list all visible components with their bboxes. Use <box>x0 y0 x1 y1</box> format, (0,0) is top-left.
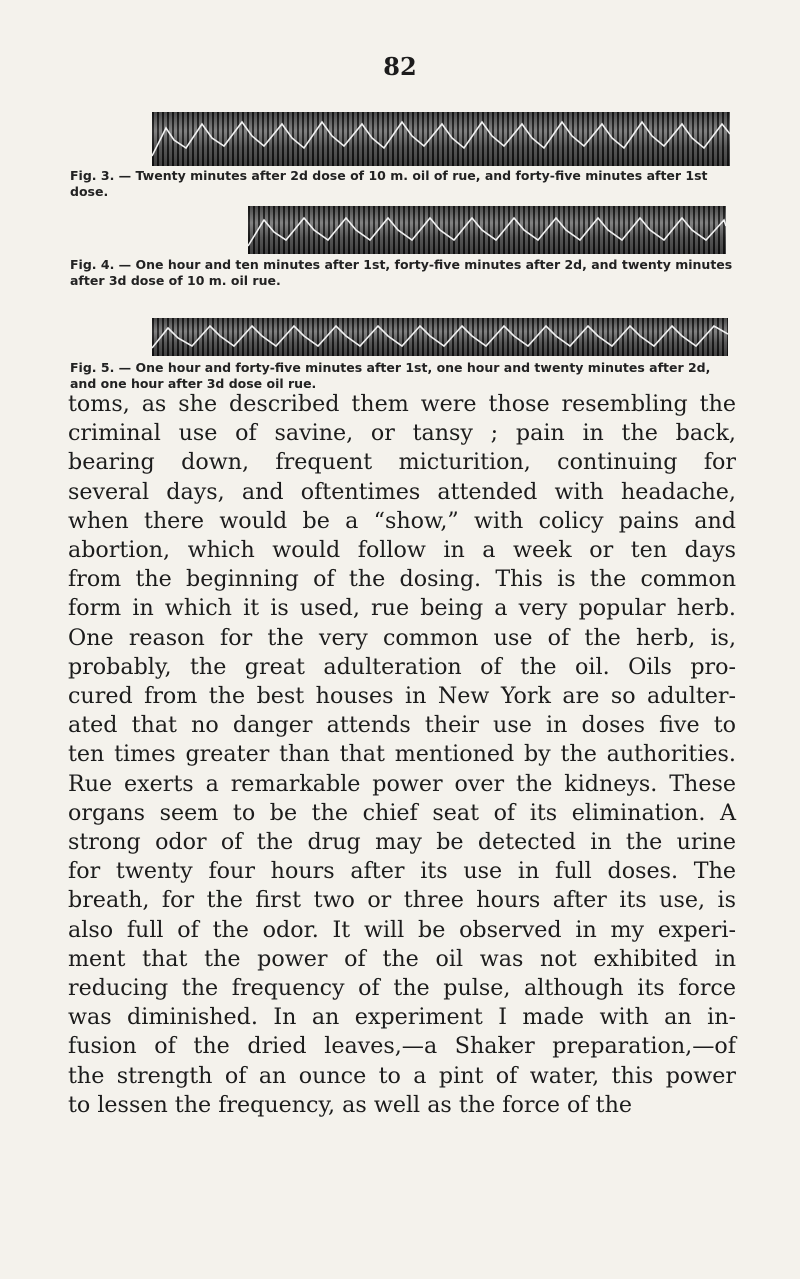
body-line: from the beginning of the dosing. This is the common <box>68 566 736 593</box>
body-line: strong odor of the drug may be detected in the urine <box>68 829 736 856</box>
body-text <box>68 390 736 1120</box>
pulse-wave-icon <box>152 112 730 166</box>
body-line: several days, and oftentimes attended with headache, <box>68 478 736 505</box>
body-line: ten times greater than that mentioned by the authorities. <box>68 741 736 768</box>
body-line: also full of the odor. It will be observed in my experi- <box>68 916 736 943</box>
figure-4-caption: Fig. 4. — One hour and ten minutes after 1st, forty-five minutes after 2d, and twenty minutes after 3d dose of 10 m. oil rue. <box>70 257 733 288</box>
body-line: form in which it is used, rue being a very popular herb. <box>68 595 736 622</box>
body-line: to lessen the frequency, as well as the force of the <box>68 1091 633 1118</box>
body-line: probably, the great adulteration of the oil. Oils pro- <box>68 653 736 680</box>
body-line: toms, as she described them were those resembling the <box>68 391 736 417</box>
body-line: reducing the frequency of the pulse, although its force <box>68 975 736 1002</box>
pulse-tracing-figure-4 <box>248 206 726 254</box>
body-line: organs seem to be the chief seat of its elimination. A <box>68 799 736 826</box>
body-line: cured from the best houses in New York are so adulter- <box>68 683 736 710</box>
body-line: for twenty four hours after its use in full doses. The <box>68 858 736 885</box>
body-line: was diminished. In an experiment I made with an in- <box>68 1004 736 1031</box>
body-line: when there would be a “show,” with colicy pains and <box>68 507 736 534</box>
pulse-tracing-figure-3 <box>152 112 730 166</box>
body-line: ated that no danger attends their use in doses five to <box>68 712 736 739</box>
pulse-wave-icon <box>248 206 726 254</box>
figure-5-caption: Fig. 5. — One hour and forty-five minutes after 1st, one hour and twenty minutes after 2d, and one hour after 3d dose oil rue. <box>70 360 711 391</box>
body-line: abortion, which would follow in a week or ten days <box>68 537 736 564</box>
body-line: criminal use of savine, or tansy ; pain in the back, <box>68 420 736 447</box>
body-line: One reason for the very common use of the herb, is, <box>68 624 736 651</box>
body-line: the strength of an ounce to a pint of water, this power <box>68 1062 736 1089</box>
figure-3-caption: Fig. 3. — Twenty minutes after 2d dose of 10 m. oil of rue, and forty-five minutes after 1st dose. <box>70 168 708 199</box>
body-line: ment that the power of the oil was not exhibited in <box>68 945 736 972</box>
body-line: fusion of the dried leaves,—a Shaker preparation,—of <box>68 1033 736 1060</box>
body-line: Rue exerts a remarkable power over the kidneys. These <box>68 770 736 797</box>
body-line: bearing down, frequent micturition, continuing for <box>68 449 736 476</box>
page-number: 82 <box>383 52 417 81</box>
pulse-wave-icon <box>152 318 728 356</box>
pulse-tracing-figure-5 <box>152 318 728 356</box>
body-line: breath, for the first two or three hours after its use, is <box>68 887 736 914</box>
